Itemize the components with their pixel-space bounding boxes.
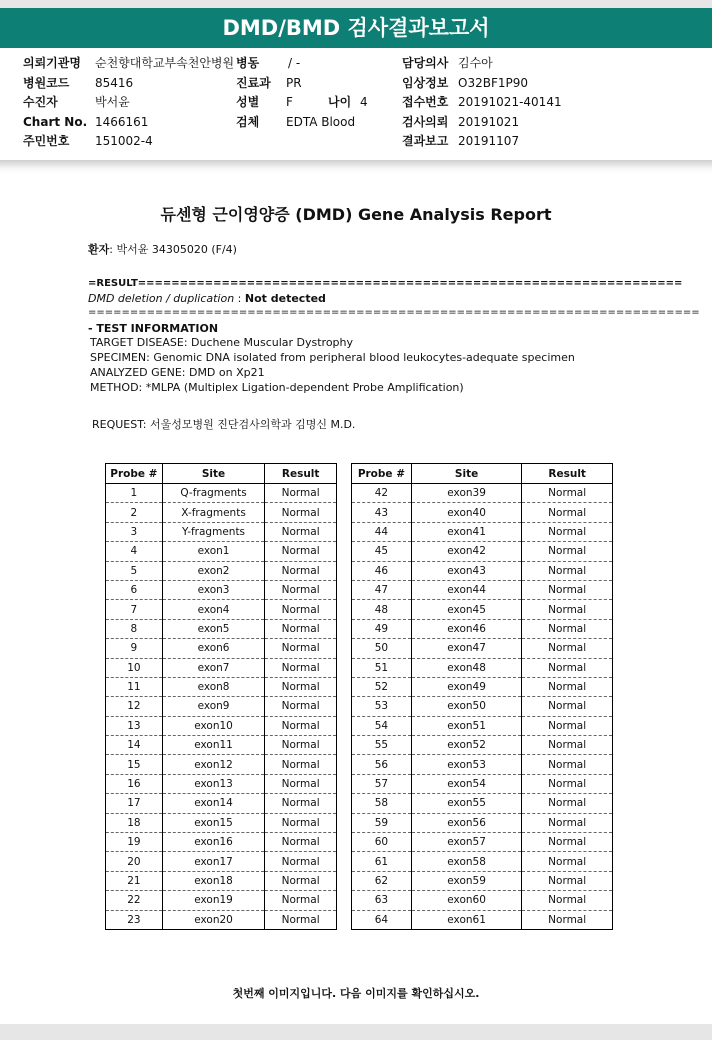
- probe-site: Y-fragments: [162, 522, 265, 541]
- probe-site: exon44: [411, 580, 522, 599]
- probe-number: 64: [352, 910, 412, 929]
- table-row: [352, 910, 613, 929]
- probe-site: exon17: [162, 852, 265, 871]
- method-text: METHOD: *MLPA (Multiplex Ligation-dependent Probe Amplification): [90, 381, 464, 394]
- probe-number: 11: [106, 677, 163, 696]
- probe-result: Normal: [265, 677, 337, 696]
- info-label: 검사의뢰: [402, 115, 449, 129]
- info-value: 85416: [95, 76, 134, 90]
- column-header: Probe #: [352, 464, 412, 484]
- table-row: [106, 600, 337, 619]
- probe-number: 45: [352, 542, 412, 561]
- info-value: 20191021-40141: [458, 95, 562, 109]
- probe-result: Normal: [522, 774, 613, 793]
- probe-result: Normal: [522, 522, 613, 541]
- probe-number: 1: [106, 484, 163, 503]
- info-left: [23, 54, 235, 154]
- probe-number: 57: [352, 774, 412, 793]
- info-middle: [236, 54, 396, 134]
- probe-number: 23: [106, 910, 163, 929]
- equals-line: =========================================================================: [88, 307, 700, 318]
- info-value: 1466161: [95, 115, 149, 129]
- probe-site: exon16: [162, 833, 265, 852]
- probe-number: 15: [106, 755, 163, 774]
- probe-site: exon55: [411, 794, 522, 813]
- probe-site: exon4: [162, 600, 265, 619]
- table-row: [352, 561, 613, 580]
- table-row: [352, 736, 613, 755]
- probe-result: Normal: [265, 774, 337, 793]
- probe-site: exon56: [411, 813, 522, 832]
- probe-number: 10: [106, 658, 163, 677]
- table-row: [106, 522, 337, 541]
- probe-site: exon8: [162, 677, 265, 696]
- probe-site: exon59: [411, 871, 522, 890]
- probe-result: Normal: [265, 639, 337, 658]
- probe-result: Normal: [265, 484, 337, 503]
- table-row: [106, 503, 337, 522]
- table-row: [106, 619, 337, 638]
- probe-result: Normal: [265, 891, 337, 910]
- sex-label: 성별: [236, 95, 260, 109]
- probe-result: Normal: [265, 833, 337, 852]
- probe-result: Normal: [265, 619, 337, 638]
- probe-table-left: [105, 463, 337, 930]
- probe-number: 2: [106, 503, 163, 522]
- probe-number: 4: [106, 542, 163, 561]
- result-line: [88, 278, 682, 289]
- column-header: Result: [522, 464, 613, 484]
- probe-site: exon42: [411, 542, 522, 561]
- probe-site: exon10: [162, 716, 265, 735]
- dept-label: 진료과: [236, 76, 271, 90]
- probe-site: exon5: [162, 619, 265, 638]
- table-row: [106, 561, 337, 580]
- info-label: 병원코드: [23, 76, 70, 90]
- probe-site: exon49: [411, 677, 522, 696]
- info-label: 담당의사: [402, 56, 449, 70]
- probe-site: exon6: [162, 639, 265, 658]
- probe-result: Normal: [522, 580, 613, 599]
- table-row: [352, 755, 613, 774]
- table-row: [352, 813, 613, 832]
- probe-result: Normal: [265, 658, 337, 677]
- probe-number: 6: [106, 580, 163, 599]
- probe-number: 3: [106, 522, 163, 541]
- probe-result: Normal: [265, 522, 337, 541]
- column-header: Result: [265, 464, 337, 484]
- probe-result: Normal: [522, 484, 613, 503]
- table-row: [352, 542, 613, 561]
- probe-result: Normal: [522, 716, 613, 735]
- probe-result: Normal: [522, 503, 613, 522]
- table-row: [352, 697, 613, 716]
- probe-site: exon18: [162, 871, 265, 890]
- probe-number: 7: [106, 600, 163, 619]
- probe-result: Normal: [522, 833, 613, 852]
- result-label: DMD deletion / duplication: [88, 292, 235, 305]
- probe-result: Normal: [265, 542, 337, 561]
- probe-site: exon15: [162, 813, 265, 832]
- probe-result: Normal: [522, 852, 613, 871]
- analyzed-gene: ANALYZED GENE: DMD on Xp21: [90, 366, 265, 379]
- probe-number: 58: [352, 794, 412, 813]
- probe-site: exon61: [411, 910, 522, 929]
- info-label: 결과보고: [402, 134, 449, 148]
- info-label: Chart No.: [23, 115, 88, 129]
- probe-number: 20: [106, 852, 163, 871]
- probe-number: 17: [106, 794, 163, 813]
- probe-result: Normal: [522, 658, 613, 677]
- table-row: [106, 755, 337, 774]
- probe-result: Normal: [265, 852, 337, 871]
- probe-number: 53: [352, 697, 412, 716]
- probe-number: 59: [352, 813, 412, 832]
- probe-result: Normal: [265, 910, 337, 929]
- probe-result: Normal: [265, 580, 337, 599]
- footer-note: 첫번째 이미지입니다. 다음 이미지를 확인하십시오.: [232, 987, 480, 1000]
- probe-site: exon43: [411, 561, 522, 580]
- probe-result: Normal: [522, 910, 613, 929]
- patient-line: [88, 241, 237, 257]
- info-label: 임상정보: [402, 76, 449, 90]
- probe-number: 52: [352, 677, 412, 696]
- top-strip: [0, 0, 712, 8]
- result-value: Not detected: [244, 292, 326, 305]
- probe-site: exon60: [411, 891, 522, 910]
- ward-label: 병동: [236, 56, 260, 70]
- probe-site: exon14: [162, 794, 265, 813]
- probe-result: Normal: [522, 755, 613, 774]
- probe-number: 22: [106, 891, 163, 910]
- sex-value: F: [286, 95, 293, 109]
- probe-number: 55: [352, 736, 412, 755]
- probe-result: Normal: [265, 716, 337, 735]
- probe-site: exon57: [411, 833, 522, 852]
- patient-label: 환자: [88, 243, 110, 256]
- table-row: [352, 658, 613, 677]
- table-row: [106, 813, 337, 832]
- table-row: [352, 871, 613, 890]
- info-value: 20191021: [458, 115, 520, 129]
- table-row: [352, 852, 613, 871]
- result-row: [88, 292, 326, 305]
- probe-number: 44: [352, 522, 412, 541]
- probe-number: 19: [106, 833, 163, 852]
- table-row: [352, 774, 613, 793]
- probe-site: exon52: [411, 736, 522, 755]
- probe-number: 51: [352, 658, 412, 677]
- probe-site: exon50: [411, 697, 522, 716]
- probe-number: 50: [352, 639, 412, 658]
- probe-number: 8: [106, 619, 163, 638]
- section-divider: [0, 160, 712, 174]
- probe-table-right: [351, 463, 613, 930]
- probe-result: Normal: [522, 542, 613, 561]
- probe-site: exon1: [162, 542, 265, 561]
- probe-number: 49: [352, 619, 412, 638]
- specimen-text: SPECIMEN: Genomic DNA isolated from peripheral blood leukocytes-adequate specimen: [90, 351, 575, 364]
- result-header: =RESULT=================================================================: [88, 278, 683, 289]
- probe-number: 12: [106, 697, 163, 716]
- table-row: [352, 522, 613, 541]
- probe-site: exon19: [162, 891, 265, 910]
- table-row: [352, 484, 613, 503]
- report-title: 듀센형 근이영양증 (DMD) Gene Analysis Report: [160, 205, 552, 224]
- table-row: [106, 891, 337, 910]
- specimen-label: 검체: [236, 115, 260, 129]
- table-row: [106, 697, 337, 716]
- request-text: REQUEST: 서울성모병원 진단검사의학과 김명신 M.D.: [92, 418, 356, 431]
- column-header: Probe #: [106, 464, 163, 484]
- table-row: [106, 910, 337, 929]
- probe-number: 56: [352, 755, 412, 774]
- probe-site: exon39: [411, 484, 522, 503]
- probe-site: exon45: [411, 600, 522, 619]
- page-title: DMD/BMD 검사결과보고서: [0, 8, 712, 48]
- probe-result: Normal: [265, 697, 337, 716]
- probe-site: exon13: [162, 774, 265, 793]
- probe-site: exon58: [411, 852, 522, 871]
- age-value: 4: [360, 95, 368, 109]
- probe-site: exon20: [162, 910, 265, 929]
- table-row: [106, 716, 337, 735]
- info-right: [402, 54, 582, 154]
- probe-result: Normal: [522, 677, 613, 696]
- table-row: [352, 580, 613, 599]
- probe-site: exon11: [162, 736, 265, 755]
- probe-number: 18: [106, 813, 163, 832]
- probe-site: exon47: [411, 639, 522, 658]
- probe-result: Normal: [522, 736, 613, 755]
- probe-number: 46: [352, 561, 412, 580]
- info-value: 김수아: [458, 56, 493, 70]
- probe-site: exon46: [411, 619, 522, 638]
- probe-number: 16: [106, 774, 163, 793]
- probe-site: exon53: [411, 755, 522, 774]
- table-row: [352, 619, 613, 638]
- probe-result: Normal: [522, 697, 613, 716]
- dept-value: PR: [286, 76, 302, 90]
- probe-result: Normal: [265, 794, 337, 813]
- probe-site: exon40: [411, 503, 522, 522]
- probe-site: exon54: [411, 774, 522, 793]
- probe-result: Normal: [265, 503, 337, 522]
- age-label: 나이: [328, 95, 352, 109]
- result-sep: :: [234, 292, 245, 305]
- probe-result: Normal: [522, 813, 613, 832]
- probe-result: Normal: [265, 871, 337, 890]
- probe-number: 60: [352, 833, 412, 852]
- probe-result: Normal: [522, 891, 613, 910]
- ward-value: / -: [288, 56, 301, 70]
- column-header: Site: [411, 464, 522, 484]
- info-value: O32BF1P90: [458, 76, 528, 90]
- table-row: [106, 736, 337, 755]
- info-value: 순천향대학교부속천안병원: [95, 56, 235, 70]
- table-row: [352, 639, 613, 658]
- table-row: [106, 852, 337, 871]
- test-info-heading: - TEST INFORMATION: [88, 322, 219, 335]
- table-row: [106, 794, 337, 813]
- probe-result: Normal: [265, 561, 337, 580]
- table-row: [106, 677, 337, 696]
- probe-number: 54: [352, 716, 412, 735]
- column-header: Site: [162, 464, 265, 484]
- probe-site: exon7: [162, 658, 265, 677]
- probe-result: Normal: [522, 561, 613, 580]
- info-value: 20191107: [458, 134, 520, 148]
- table-row: [352, 600, 613, 619]
- probe-number: 62: [352, 871, 412, 890]
- probe-result: Normal: [522, 639, 613, 658]
- probe-number: 63: [352, 891, 412, 910]
- probe-number: 14: [106, 736, 163, 755]
- info-label: 의뢰기관명: [23, 56, 81, 70]
- table-row: [352, 677, 613, 696]
- probe-site: exon51: [411, 716, 522, 735]
- probe-site: Q-fragments: [162, 484, 265, 503]
- probe-result: Normal: [522, 871, 613, 890]
- table-row: [106, 542, 337, 561]
- specimen-value: EDTA Blood: [286, 115, 356, 129]
- probe-result: Normal: [522, 794, 613, 813]
- probe-site: exon48: [411, 658, 522, 677]
- info-value: 박서윤: [95, 95, 130, 109]
- probe-number: 47: [352, 580, 412, 599]
- probe-number: 43: [352, 503, 412, 522]
- info-label: 접수번호: [402, 95, 449, 109]
- probe-number: 13: [106, 716, 163, 735]
- target-disease: TARGET DISEASE: Duchene Muscular Dystrophy: [90, 336, 354, 349]
- table-row: [106, 833, 337, 852]
- probe-site: exon12: [162, 755, 265, 774]
- probe-site: exon3: [162, 580, 265, 599]
- table-row: [106, 871, 337, 890]
- patient-value: : 박서윤 34305020 (F/4): [109, 243, 237, 256]
- table-row: [106, 639, 337, 658]
- probe-result: Normal: [522, 600, 613, 619]
- probe-result: Normal: [265, 600, 337, 619]
- probe-number: 48: [352, 600, 412, 619]
- probe-number: 61: [352, 852, 412, 871]
- info-value: 151002-4: [95, 134, 153, 148]
- table-row: [352, 891, 613, 910]
- bottom-strip: [0, 1024, 712, 1040]
- probe-number: 5: [106, 561, 163, 580]
- table-row: [352, 503, 613, 522]
- table-row: [106, 774, 337, 793]
- table-row: [352, 794, 613, 813]
- probe-site: exon9: [162, 697, 265, 716]
- probe-site: exon41: [411, 522, 522, 541]
- table-row: [352, 833, 613, 852]
- table-row: [106, 484, 337, 503]
- probe-result: Normal: [522, 619, 613, 638]
- table-row: [106, 580, 337, 599]
- probe-site: X-fragments: [162, 503, 265, 522]
- probe-result: Normal: [265, 755, 337, 774]
- probe-number: 9: [106, 639, 163, 658]
- probe-number: 21: [106, 871, 163, 890]
- info-label: 수진자: [23, 95, 58, 109]
- probe-site: exon2: [162, 561, 265, 580]
- table-row: [352, 716, 613, 735]
- probe-number: 42: [352, 484, 412, 503]
- probe-result: Normal: [265, 813, 337, 832]
- probe-result: Normal: [265, 736, 337, 755]
- info-label: 주민번호: [23, 134, 70, 148]
- table-row: [106, 658, 337, 677]
